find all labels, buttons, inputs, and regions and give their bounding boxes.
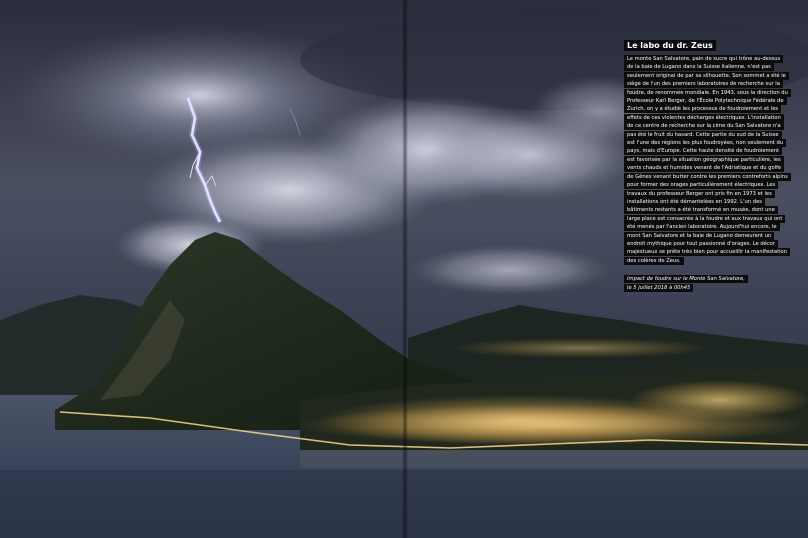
photo-caption-line-2: le 5 juillet 2018 à 00h45 — [624, 284, 693, 292]
photo-caption-line-1: Impact de foudre sur le Monte San Salvatore, — [624, 275, 748, 283]
article-title: Le labo du dr. Zeus — [624, 40, 716, 51]
article-body: Le monte San Salvatore, pain de sucre qui trône au-dessus de la baie de Lugano dans la Suisse italienne, n'est pas seulement original de par sa silhouette. Son sommet a été le siège de l'un des premiers laboratoires de recherche sur la foudre, de renommée mondiale. En 1943, sous la direction du Professeur Karl Berger, de l'École Polytechnique Fédérale de Zurich, on y a étudié les processus de foudroiement et les effets de ces violentes décharges électriques. L'installation de ce centre de recherche sur la cime du San Salvatore n'a pas été le fruit du hasard. Cette partie du sud de la Suisse est l'une des régions les plus foudroyées, non seulement du pays, mais d'Europe. Cette haute densité de foudroiement est favorisée par la situation géographique particulière, les vents chauds et humides venant de l'Adriatique et du golfe de Gênes venant butter contre les premiers contreforts alpins pour former des orages particulièrement électriques. Les travaux du professeur Berger ont pris fin en 1973 et les installations ont été démantelées en 1992. L'un des bâtiments restants a été transformé en musée, dont une large place est consacrée à la foudre et aux travaux qui ont été menés par l'ancien laboratoire. Aujourd'hui encore, le mont San Salvatore et la baie de Lugano demeurent un endroit mythique pour tout passionné d'orages. Le décor majestueux se prête très bien pour accueillir la manifestation des colères de Zeus. — [624, 55, 791, 265]
article-sidebar — [624, 40, 788, 292]
page-gutter — [402, 0, 408, 538]
